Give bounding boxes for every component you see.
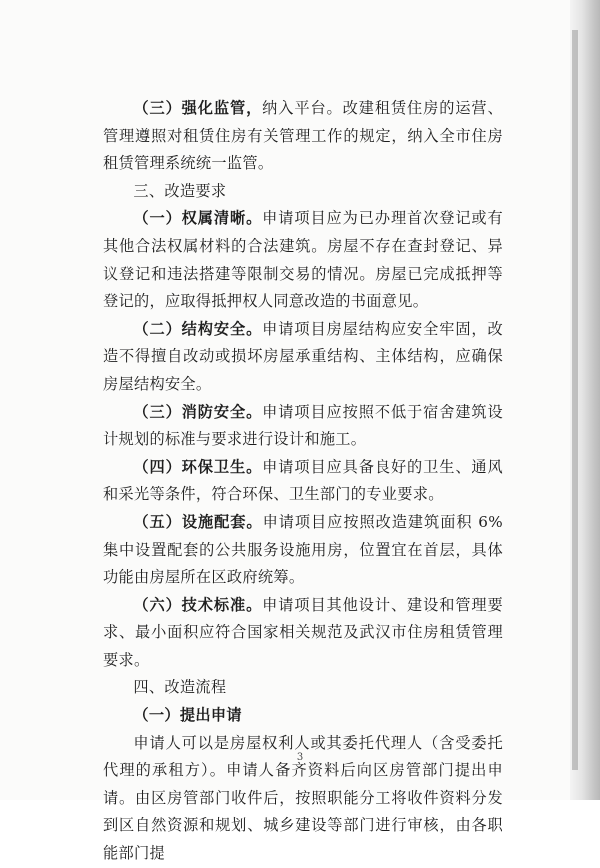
paragraph-text: 申请项目应为已办理首次登记或有其他合法权属材料的合法建筑。房屋不存在查封登记、异议登记和违法搭建等限制交易的情况。房屋已完成抵押等登记的，应取得抵押权人同意改造的书面意见。 [103,209,504,311]
paragraph-label: （三）消防安全。 [133,402,263,421]
paragraph-label: （三）强化监管， [133,99,263,117]
paragraph-text: 申请项目应按照改造建筑面积 6%集中设置配套的公共服务设施用房，位置宜在首层，具体功能由房屋所在区政府统筹。 [103,512,503,587]
paragraph-ownership [103,205,503,315]
paragraph-fire-safety [103,399,503,454]
paragraph-text: 申请项目房屋结构应安全牢固，改造不得擅自改动或损坏房屋承重结构、主体结构，应确保房屋结构安全。 [103,319,504,393]
paragraph-text: 申请项目应具备良好的卫生、通风和采光等条件，符合环保、卫生部门的专业要求。 [103,457,504,504]
paragraph-text: 申请项目其他设计、建设和管理要求、最小面积应符合国家相关规范及武汉市住房租赁管理要求。 [103,595,504,669]
paragraph-structure [103,316,503,399]
section-heading-process: 四、改造流程 [133,678,227,697]
paragraph-label: （四）环保卫生。 [133,457,263,476]
paragraph-label: （五）设施配套。 [133,512,263,531]
paragraph-facilities [103,509,503,592]
section-heading-requirements: 三、改造要求 [133,181,227,200]
paragraph-hygiene [103,454,503,509]
paragraph-text: 申请项目应按照不低于宿舍建筑设计规划的标准与要求进行设计和施工。 [103,402,504,449]
paragraph-standards [103,592,503,675]
subsection-heading-application: （一）提出申请 [133,706,242,725]
paragraph-application [103,730,503,868]
page-number: 3 [296,752,304,763]
paragraph-label: （六）技术标准。 [133,595,263,614]
paragraph-text: 申请人可以是房屋权利人或其委托代理人（含受委托代理的承租方）。申请人备齐资料后向区房管部门提出申请。由区房管部门收件后，按照职能分工将收件资料分发到区自然资源和规划、城乡建设等部门进行审核，由各职能部门提 [103,733,503,863]
paragraph-label: （二）结构安全。 [133,319,263,338]
scan-edge-strip [572,30,578,770]
paragraph-label: （一）权属清晰。 [133,209,263,228]
paragraph-text: 纳入平台。改建租赁住房的运营、管理遵照对租赁住房有关管理工作的规定，纳入全市住房租赁管理系统统一监管。 [103,99,504,173]
paragraph-oversight [103,95,503,178]
